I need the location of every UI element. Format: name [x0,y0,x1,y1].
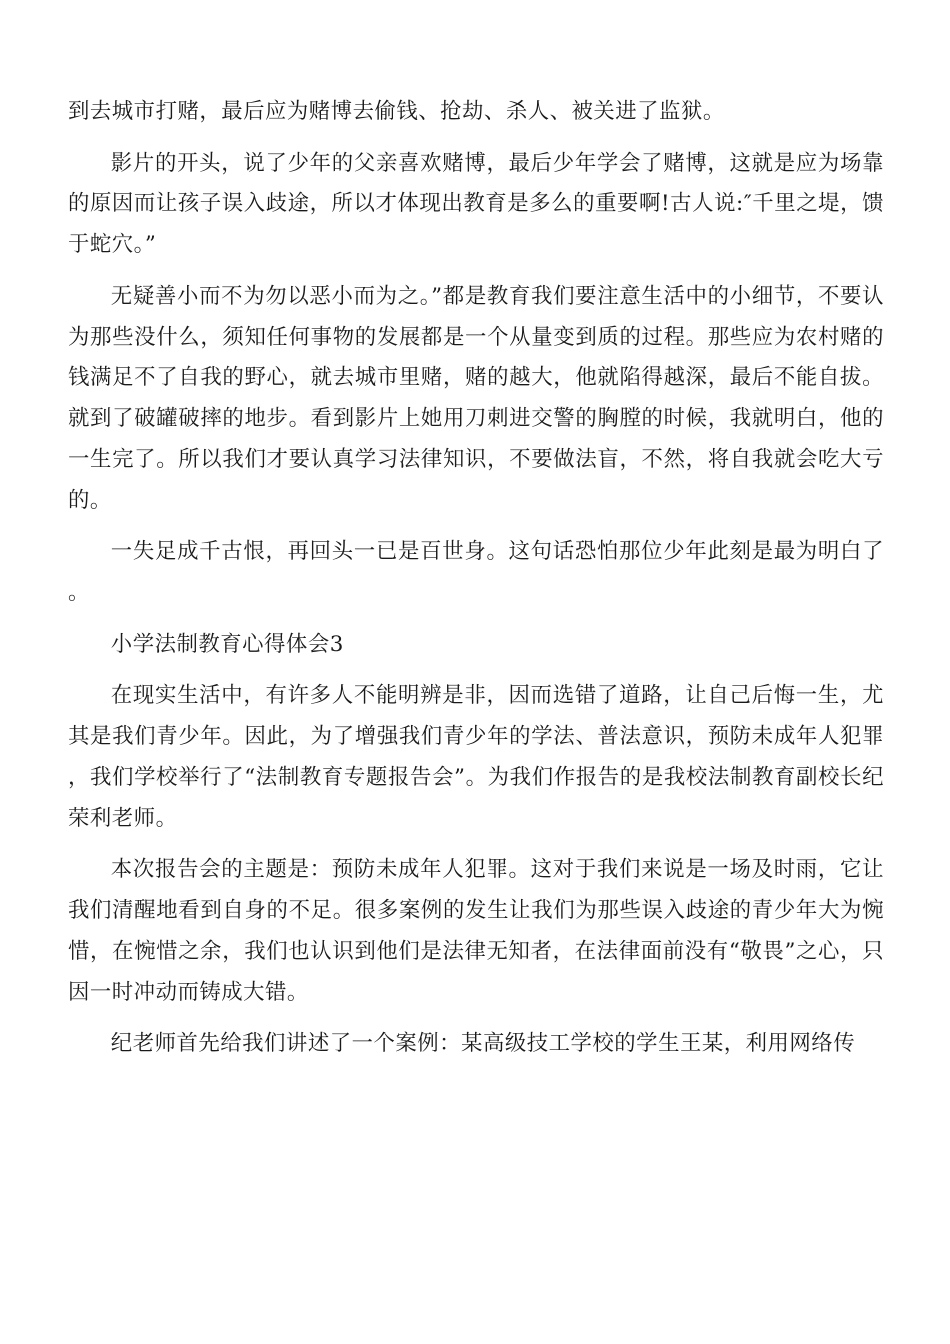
paragraph-4: 一失足成千古恨，再回头一已是百世身。这句话恐怕那位少年此刻是最为明白了。 [68,539,884,606]
paragraph-2: 影片的开头，说了少年的父亲喜欢赌博，最后少年学会了赌博，这就是应为场靠的原因而让孩子误入歧途，所以才体现出教育是多么的重要啊!古人说:″千里之堤，馈于蛇穴。” [68,150,884,258]
paragraph-1: 到去城市打赌，最后应为赌博去偷钱、抢劫、杀人、被关进了监狱。 [68,99,725,124]
document-body [68,92,884,1076]
paragraph-5: 在现实生活中，有许多人不能明辨是非，因而选错了道路，让自己后悔一生，尤其是我们青少年。因此，为了增强我们青少年的学法、普法意识，预防未成年人犯罪，我们学校举行了“法制教育专题报告会”。为我们作报告的是我校法制教育副校长纪荣利老师。 [68,683,884,831]
section-heading: 小学法制教育心得体会3 [110,631,344,657]
paragraph-7: 纪老师首先给我们讲述了一个案例：某高级技工学校的学生王某，利用网络传 [110,1031,856,1057]
paragraph-6: 本次报告会的主题是：预防未成年人犯罪。这对于我们来说是一场及时雨，它让我们清醒地看到自身的不足。很多案例的发生让我们为那些误入歧途的青少年大为惋惜，在惋惜之余，我们也认识到他们是法律无知者，在法律面前没有“敬畏”之心，只因一时冲动而铸成大错。 [68,857,884,1005]
paragraph-3: 无疑善小而不为勿以恶小而为之。”都是教育我们要注意生活中的小细节，不要认为那些没什么，须知任何事物的发展都是一个从量变到质的过程。那些应为农村赌的钱满足不了自我的野心，就去城市里赌，赌的越大，他就陷得越深，最后不能自拔。就到了破罐破摔的地步。看到影片上她用刀刺进交警的胸膛的时候，我就明白，他的一生完了。所以我们才要认真学习法律知识，不要做法盲，不然，将自我就会吃大亏的。 [68,283,884,513]
